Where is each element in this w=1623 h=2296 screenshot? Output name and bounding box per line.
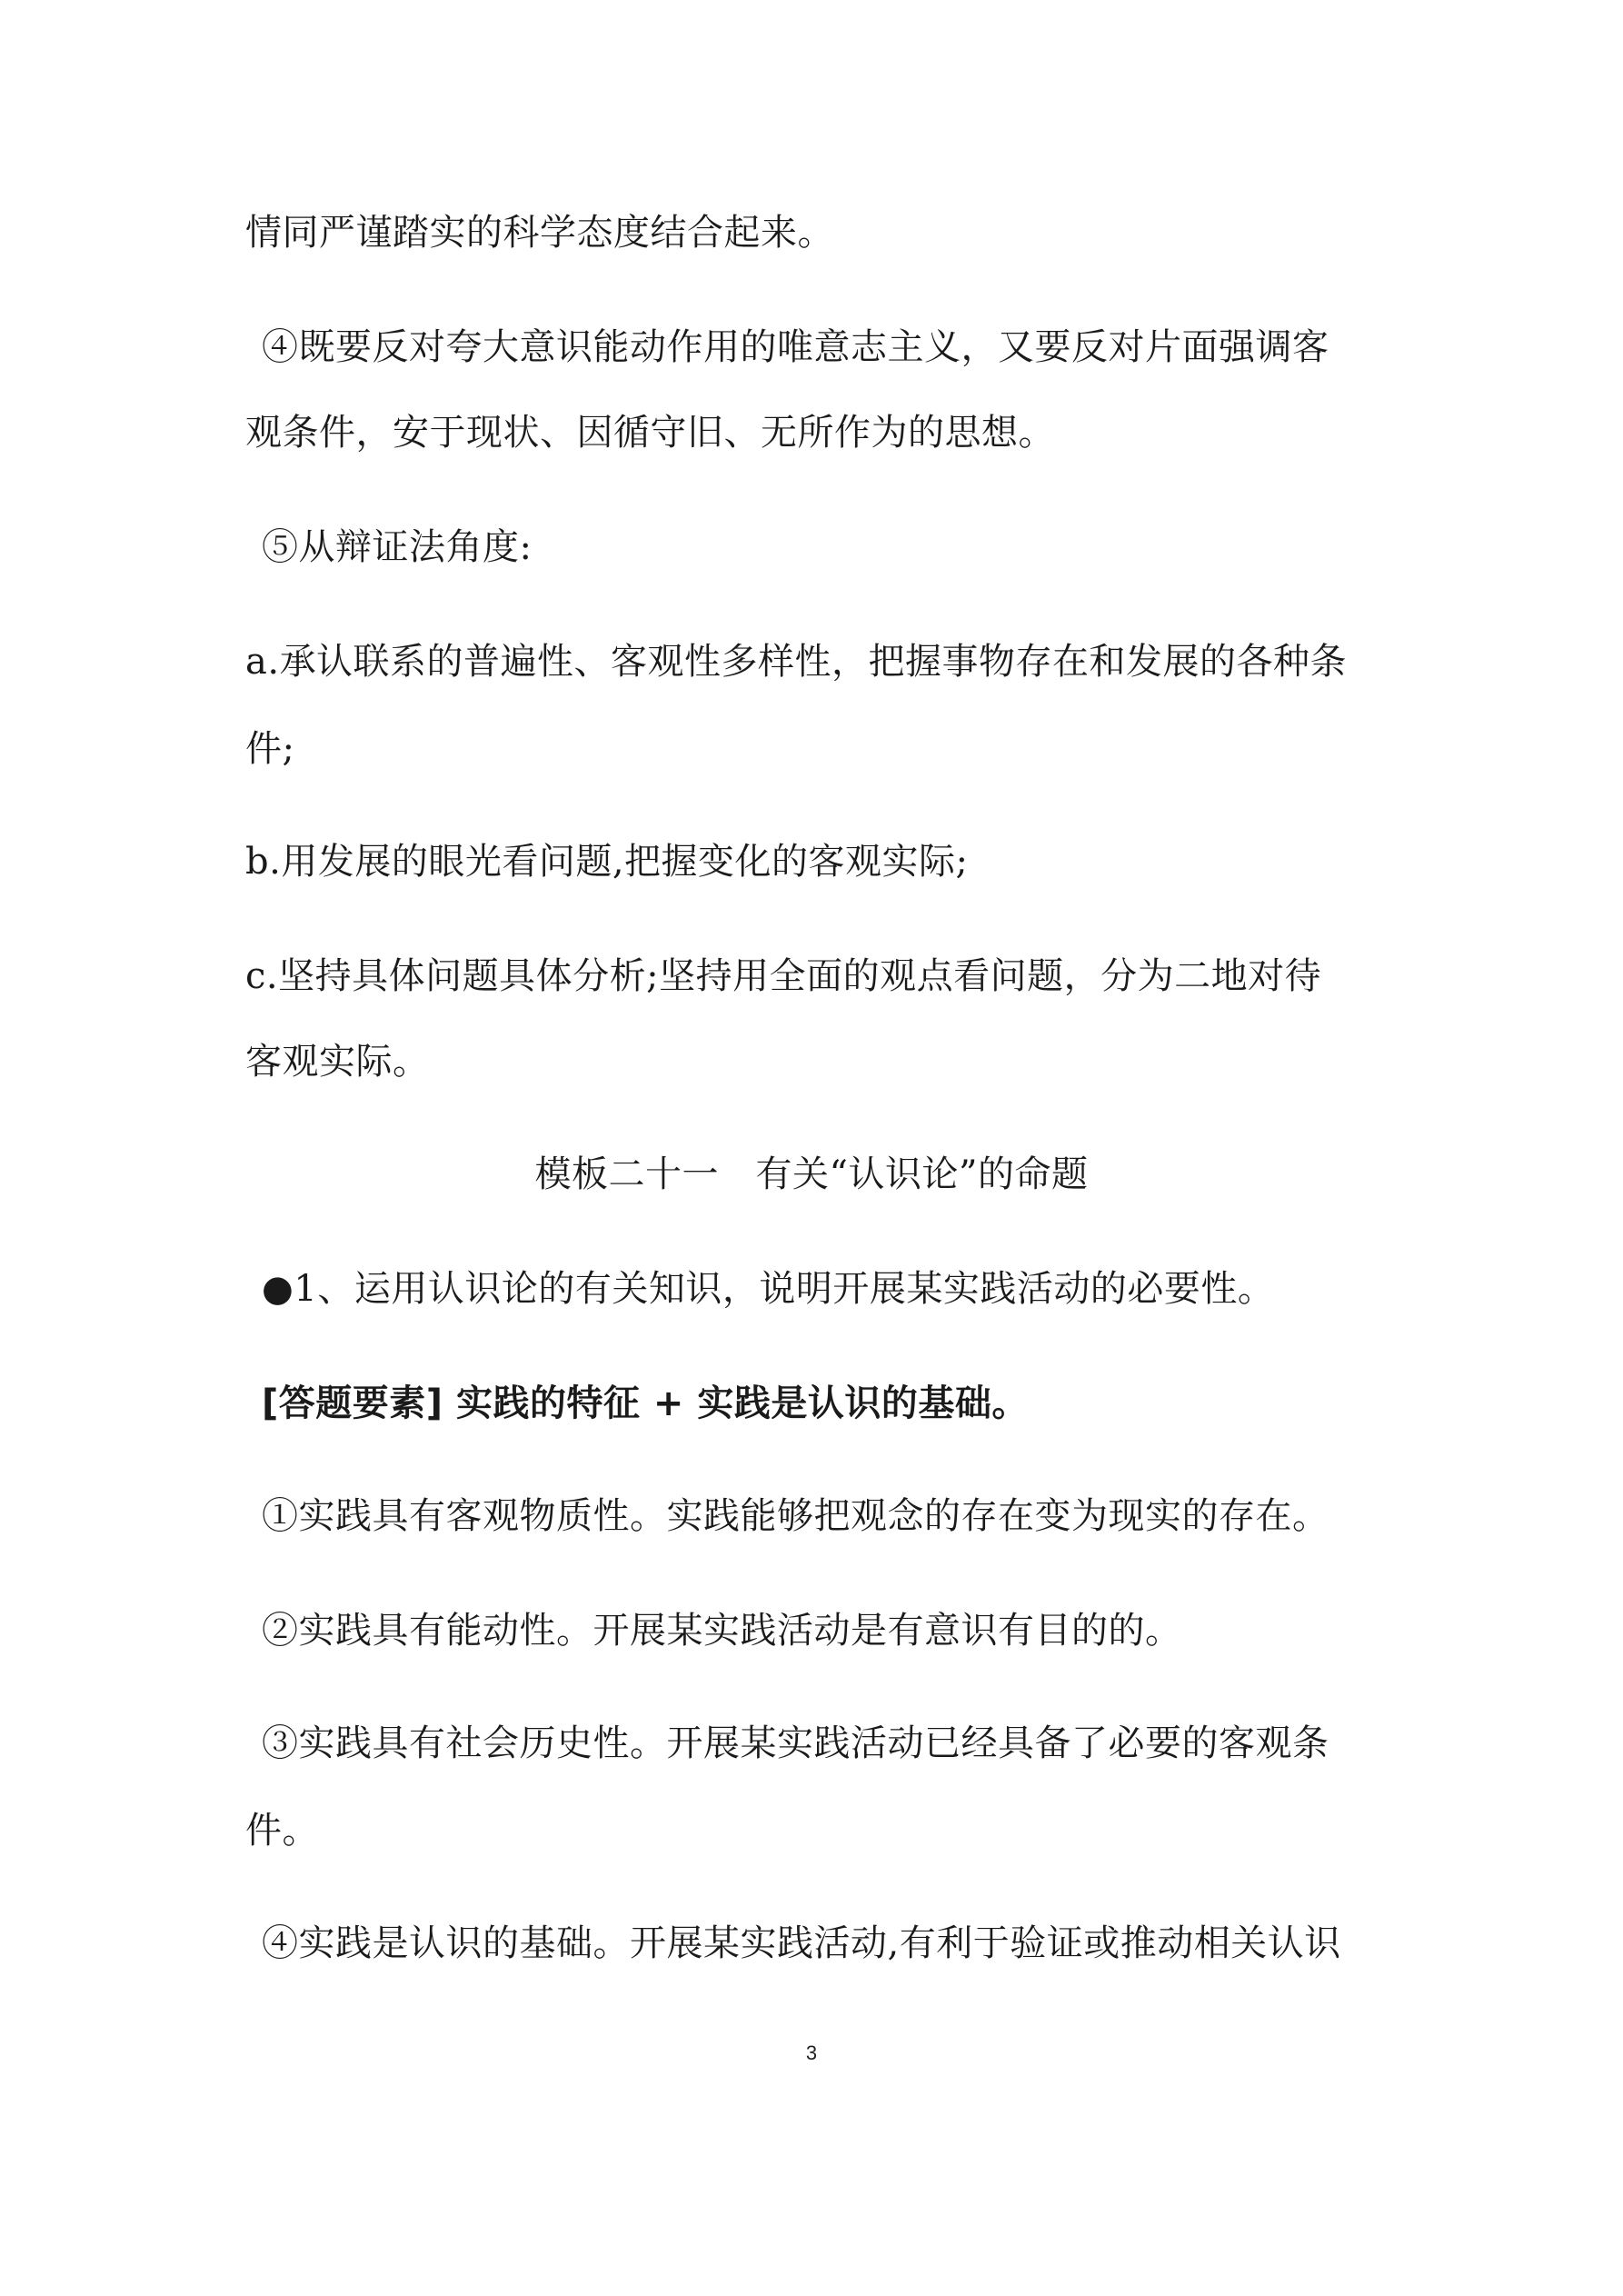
paragraph-line: 观条件，安于现状、因循守旧、无所作为的思想。 [245, 412, 1055, 454]
answer-point: ②实践具有能动性。开展某实践活动是有意识有目的的。 [262, 1610, 1182, 1652]
paragraph-line: ④既要反对夸大意识能动作用的唯意志主义，又要反对片面强调客 [262, 326, 1329, 368]
answer-point: ④实践是认识的基础。开展某实践活动,有利于验证或推动相关认识 [262, 1922, 1341, 1964]
paragraph-line: a.承认联系的普遍性、客观性多样性，把握事物存在和发展的各种条 [245, 641, 1348, 683]
page-number: 3 [805, 2041, 818, 2064]
answer-point: ①实践具有客观物质性。实践能够把观念的存在变为现实的存在。 [262, 1495, 1329, 1537]
paragraph-line: 情同严谨踏实的科学态度结合起来。 [245, 212, 834, 254]
answer-point: ③实践具有社会历史性。开展某实践活动已经具备了必要的客观条 [262, 1722, 1329, 1764]
answer-elements: [答题要素] 实践的特征 + 实践是认识的基础。 [262, 1383, 1029, 1424]
paragraph-line: ⑤从辩证法角度: [262, 526, 533, 568]
question-line: ●1、运用认识论的有关知识，说明开展某实践活动的必要性。 [262, 1268, 1275, 1310]
paragraph-line: 件; [245, 728, 295, 770]
paragraph-line: 客观实际。 [245, 1041, 430, 1083]
paragraph-line: c.坚持具体问题具体分析;坚持用全面的观点看问题，分为二地对待 [245, 955, 1322, 997]
answer-point: 件。 [245, 1810, 319, 1852]
section-heading: 模板二十一 有关“认识论”的命题 [534, 1153, 1089, 1195]
paragraph-line: b.用发展的眼光看问题,把握变化的客观实际; [245, 841, 969, 883]
